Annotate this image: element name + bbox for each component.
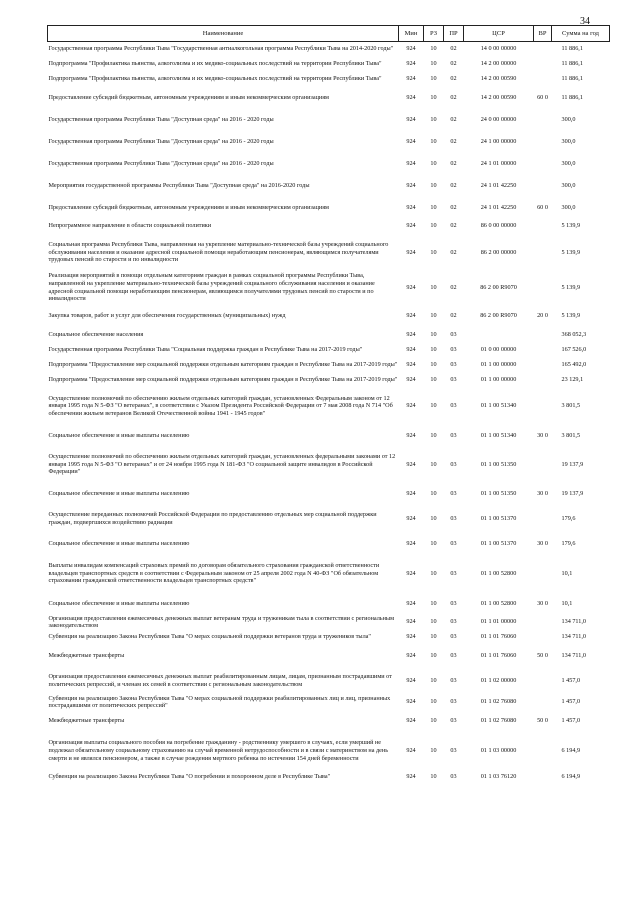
cell-rz: 10 (430, 633, 437, 641)
cell-sum: 5 139,9 (561, 283, 581, 291)
cell-vr: 50 0 (537, 716, 548, 724)
cell-name: Социальное обеспечение населения (48, 331, 144, 339)
header-min: Мин (399, 26, 424, 42)
cell-pr: 02 (450, 311, 457, 319)
cell-min: 924 (406, 376, 416, 384)
table-row (48, 667, 610, 695)
cell-min: 924 (406, 346, 416, 354)
cell-rz: 10 (430, 346, 437, 354)
cell-pr: 03 (450, 376, 457, 384)
cell-min: 924 (406, 93, 416, 101)
cell-rz: 10 (430, 698, 437, 706)
header-name: Наименование (48, 26, 399, 42)
table-row (48, 533, 610, 555)
cell-rz: 10 (430, 569, 437, 577)
cell-vr: 60 0 (537, 203, 548, 211)
cell-rz: 10 (430, 137, 437, 145)
cell-vr (534, 615, 552, 630)
cell-sum: 11 886,1 (561, 60, 583, 68)
cell-min: 924 (406, 311, 416, 319)
cell-vr: 30 0 (537, 599, 548, 607)
cell-name: Осуществление полномочий по обеспечению жильем отдельных категорий граждан, установленных федеральными законами от 12 января 1995 года N 5-ФЗ "О ветеранах" и от 24 ноября 1995 года N 181-ФЗ "О социальной защите инвалидов в Российской Федерации" (48, 453, 396, 476)
cell-rz: 10 (430, 514, 437, 522)
table-row (48, 343, 610, 358)
cell-pr: 02 (450, 159, 457, 167)
cell-pr: 02 (450, 203, 457, 211)
cell-sum: 368 052,3 (561, 331, 587, 339)
cell-sum: 300,0 (561, 181, 576, 189)
cell-pr: 03 (450, 539, 457, 547)
cell-min: 924 (406, 539, 416, 547)
table-row (48, 153, 610, 175)
table-row (48, 593, 610, 615)
table-row (48, 304, 610, 328)
cell-csr: 01 1 01 00000 (480, 618, 517, 626)
cell-rz: 10 (430, 489, 437, 497)
cell-rz: 10 (430, 716, 437, 724)
cell-vr: 60 0 (537, 93, 548, 101)
cell-sum: 134 711,0 (561, 618, 587, 626)
cell-vr: 30 0 (537, 489, 548, 497)
cell-rz: 10 (430, 539, 437, 547)
table-row (48, 109, 610, 131)
cell-csr: 01 1 02 76080 (480, 698, 517, 706)
table-row (48, 272, 610, 304)
table-row (48, 197, 610, 219)
cell-sum: 6 194,9 (561, 773, 581, 781)
cell-sum: 10,1 (561, 569, 573, 577)
cell-pr: 02 (450, 115, 457, 123)
cell-sum: 300,0 (561, 137, 576, 145)
cell-vr (534, 373, 552, 388)
cell-csr: 24 1 01 42250 (480, 203, 517, 211)
cell-pr: 03 (450, 746, 457, 754)
cell-rz: 10 (430, 45, 437, 53)
cell-csr: 14 2 00 00000 (480, 60, 517, 68)
cell-sum: 19 137,9 (561, 460, 584, 468)
cell-pr: 03 (450, 331, 457, 339)
cell-vr (534, 175, 552, 197)
cell-csr (464, 328, 534, 343)
cell-rz: 10 (430, 159, 437, 167)
cell-pr: 03 (450, 489, 457, 497)
cell-vr (534, 153, 552, 175)
cell-min: 924 (406, 618, 416, 626)
cell-min: 924 (406, 431, 416, 439)
cell-vr (534, 72, 552, 87)
cell-sum: 1 457,0 (561, 716, 581, 724)
cell-name: Непрограммное направление в области социальной политики (48, 222, 212, 230)
cell-pr: 02 (450, 222, 457, 230)
cell-rz: 10 (430, 746, 437, 754)
table-row (48, 615, 610, 630)
cell-vr: 30 0 (537, 431, 548, 439)
cell-vr (534, 57, 552, 72)
cell-min: 924 (406, 489, 416, 497)
cell-name: Подпрограмма "Предоставление мер социальной поддержки отдельным категориям граждан в Республике Тыва на 2017-2019 годы" (48, 376, 398, 384)
cell-sum: 134 711,0 (561, 651, 587, 659)
cell-sum: 165 492,0 (561, 361, 587, 369)
cell-name: Государственная программа Республики Тыва "Государственная антиалкогольная программа Республики Тыва на 2014-2020 годы" (48, 45, 394, 53)
cell-vr (534, 358, 552, 373)
cell-vr (534, 219, 552, 234)
cell-vr (534, 505, 552, 533)
cell-name: Социальное обеспечение и иные выплаты населению (48, 431, 190, 439)
cell-sum: 3 801,5 (561, 402, 581, 410)
cell-pr: 02 (450, 137, 457, 145)
cell-sum: 1 457,0 (561, 698, 581, 706)
cell-sum: 3 801,5 (561, 431, 581, 439)
table-row (48, 695, 610, 710)
cell-rz: 10 (430, 248, 437, 256)
table-row (48, 645, 610, 667)
cell-csr: 01 1 02 76080 (480, 716, 517, 724)
cell-name: Закупка товаров, работ и услуг для обеспечения государственных (муниципальных) нужд (48, 311, 286, 319)
cell-min: 924 (406, 773, 416, 781)
cell-name: Осуществление полномочий по обеспечению жильем отдельных категорий граждан, установленных Федеральным законом от 12 января 1995 года N 5-ФЗ "О ветеранах", в соответствии с Указом Президента Российской Федерации от 7 мая 2008 года N 714 "Об обеспечении жильем ветеранов Великой Отечественной войны 1941 - 1945 годов" (48, 394, 393, 417)
cell-sum: 6 194,9 (561, 746, 581, 754)
cell-vr (534, 770, 552, 785)
page-number: 34 (580, 16, 590, 27)
cell-min: 924 (406, 115, 416, 123)
cell-csr: 01 1 00 52800 (480, 569, 517, 577)
cell-sum: 1 457,0 (561, 676, 581, 684)
cell-csr: 01 1 00 00000 (480, 361, 517, 369)
cell-name: Государственная программа Республики Тыва "Доступная среда" на 2016 - 2020 годы (48, 137, 274, 145)
cell-pr: 03 (450, 361, 457, 369)
table-row (48, 175, 610, 197)
cell-pr: 03 (450, 633, 457, 641)
cell-rz: 10 (430, 331, 437, 339)
table-header-row (48, 26, 610, 42)
table-row (48, 328, 610, 343)
cell-rz: 10 (430, 60, 437, 68)
cell-sum: 167 526,0 (561, 346, 587, 354)
cell-csr: 01 1 03 76120 (480, 773, 517, 781)
cell-csr: 86 2 00 R9070 (480, 311, 517, 319)
cell-vr (534, 328, 552, 343)
header-rz: РЗ (424, 26, 444, 42)
cell-pr: 03 (450, 431, 457, 439)
table-body (48, 42, 610, 785)
cell-vr (534, 42, 552, 57)
cell-sum: 300,0 (561, 115, 576, 123)
cell-sum: 10,1 (561, 599, 573, 607)
cell-min: 924 (406, 633, 416, 641)
cell-pr: 03 (450, 346, 457, 354)
cell-sum: 179,6 (561, 539, 576, 547)
cell-min: 924 (406, 746, 416, 754)
cell-pr: 03 (450, 716, 457, 724)
cell-name: Государственная программа Республики Тыва "Доступная среда" на 2016 - 2020 годы (48, 115, 274, 123)
cell-name: Предоставление субсидий бюджетным, автономным учреждениям и иным некоммерческим организациям (48, 93, 329, 101)
cell-csr: 24 1 01 00000 (480, 159, 517, 167)
cell-vr (534, 732, 552, 770)
cell-csr: 01 1 03 00000 (480, 746, 517, 754)
cell-rz: 10 (430, 93, 437, 101)
cell-name: Субвенция на реализацию Закона Республики Тыва "О мерах социальной поддержки реабилитированных лиц и лиц, признанных пострадавшими от политических репрессий" (48, 694, 391, 710)
cell-rz: 10 (430, 222, 437, 230)
table-row (48, 770, 610, 785)
cell-min: 924 (406, 569, 416, 577)
table-row (48, 732, 610, 770)
table-row (48, 425, 610, 447)
cell-sum: 5 139,9 (561, 222, 581, 230)
cell-csr: 14 2 00 00590 (480, 75, 517, 83)
cell-rz: 10 (430, 676, 437, 684)
cell-csr: 01 1 00 51370 (480, 539, 517, 547)
cell-sum: 5 139,9 (561, 248, 581, 256)
cell-sum: 11 886,1 (561, 45, 583, 53)
cell-csr: 01 1 01 76060 (480, 651, 517, 659)
cell-csr: 01 1 00 51350 (480, 460, 517, 468)
cell-name: Социальное обеспечение и иные выплаты населению (48, 599, 190, 607)
cell-name: Государственная программа Республики Тыва "Доступная среда" на 2016 - 2020 годы (48, 159, 274, 167)
cell-pr: 02 (450, 248, 457, 256)
cell-sum: 300,0 (561, 159, 576, 167)
cell-min: 924 (406, 222, 416, 230)
cell-sum: 11 886,1 (561, 93, 583, 101)
table-row (48, 219, 610, 234)
budget-table (47, 25, 610, 785)
cell-min: 924 (406, 361, 416, 369)
cell-min: 924 (406, 402, 416, 410)
cell-vr: 50 0 (537, 651, 548, 659)
cell-csr: 01 1 01 76060 (480, 633, 517, 641)
table-row (48, 87, 610, 109)
cell-pr: 02 (450, 60, 457, 68)
cell-min: 924 (406, 514, 416, 522)
cell-name: Выплаты инвалидам компенсаций страховых премий по договорам обязательного страхования гражданской ответственности владельцев транспортных средств в соответствии с Федеральным законом от 25 апреля 2002 года N 40-ФЗ "Об обязательном страховании гражданской ответственности владельцев транспортных средств" (48, 562, 380, 585)
cell-pr: 03 (450, 514, 457, 522)
table-row (48, 388, 610, 425)
cell-min: 924 (406, 45, 416, 53)
cell-pr: 03 (450, 460, 457, 468)
cell-csr: 86 2 00 R9070 (480, 283, 517, 291)
table-row (48, 72, 610, 87)
cell-sum: 23 129,1 (561, 376, 584, 384)
cell-name: Организация предоставления ежемесячных денежных выплат ветеранам труда и труженикам тыла в соответствии с региональным законодательством (48, 614, 394, 630)
cell-rz: 10 (430, 311, 437, 319)
cell-pr: 03 (450, 618, 457, 626)
cell-vr (534, 667, 552, 695)
table-row (48, 358, 610, 373)
header-csr: ЦСР (464, 26, 534, 42)
cell-min: 924 (406, 75, 416, 83)
cell-rz: 10 (430, 203, 437, 211)
table-row (48, 373, 610, 388)
cell-name: Социальная программа Республики Тыва, направленная на укрепление материально-технической базы учреждений социального обслуживания населения и оказание адресной социальной помощи неработающим пенсионерам, являющимся получателями трудовых пенсий по старости и по инвалидности (48, 241, 389, 264)
table-row (48, 555, 610, 593)
table-row (48, 447, 610, 483)
table-row (48, 131, 610, 153)
cell-csr: 01 1 02 00000 (480, 676, 517, 684)
cell-name: Субвенция на реализацию Закона Республики Тыва "О погребении и похоронном деле в Республике Тыва" (48, 773, 331, 781)
cell-name: Субвенция на реализацию Закона Республики Тыва "О мерах социальной поддержки ветеранов труда и тружеников тыла" (48, 633, 371, 641)
cell-vr (534, 555, 552, 593)
cell-pr: 03 (450, 599, 457, 607)
cell-pr: 02 (450, 75, 457, 83)
table-row (48, 630, 610, 645)
cell-name: Мероприятия государственной программы Республики Тыва "Доступная среда" на 2016-2020 годы (48, 181, 310, 189)
cell-min: 924 (406, 676, 416, 684)
cell-vr (534, 343, 552, 358)
cell-vr: 20 0 (537, 311, 548, 319)
cell-pr: 02 (450, 181, 457, 189)
cell-rz: 10 (430, 651, 437, 659)
table-row (48, 710, 610, 732)
cell-rz: 10 (430, 115, 437, 123)
cell-name: Подпрограмма "Профилактика пьянства, алкоголизма и их медико-социальных последствий на территории Республики Тыва" (48, 75, 382, 83)
cell-min: 924 (406, 331, 416, 339)
cell-csr: 01 1 00 51370 (480, 514, 517, 522)
cell-name: Подпрограмма "Предоставление мер социальной поддержки отдельным категориям граждан в Республике Тыва на 2017-2019 годы" (48, 361, 398, 369)
cell-csr: 01 1 00 51340 (480, 402, 517, 410)
cell-csr: 01 1 00 00000 (480, 376, 517, 384)
cell-rz: 10 (430, 431, 437, 439)
cell-name: Межбюджетные трансферты (48, 651, 125, 659)
cell-name: Социальное обеспечение и иные выплаты населению (48, 489, 190, 497)
cell-csr: 14 0 00 00000 (480, 45, 517, 53)
cell-min: 924 (406, 159, 416, 167)
cell-rz: 10 (430, 181, 437, 189)
cell-sum: 11 886,1 (561, 75, 583, 83)
cell-rz: 10 (430, 283, 437, 291)
header-vr: ВР (534, 26, 552, 42)
cell-rz: 10 (430, 361, 437, 369)
cell-name: Государственная программа Республики Тыва "Социальная поддержка граждан в Республике Тыва на 2017-2019 годы" (48, 346, 363, 354)
cell-rz: 10 (430, 618, 437, 626)
cell-sum: 134 711,0 (561, 633, 587, 641)
cell-min: 924 (406, 651, 416, 659)
cell-csr: 86 2 00 00000 (480, 248, 517, 256)
cell-sum: 179,6 (561, 514, 576, 522)
cell-pr: 03 (450, 676, 457, 684)
table-row (48, 234, 610, 272)
cell-vr: 30 0 (537, 539, 548, 547)
cell-min: 924 (406, 283, 416, 291)
table-row (48, 42, 610, 57)
cell-name: Осуществление переданных полномочий Российской Федерации по предоставлению отдельных мер социальной поддержки граждан, подвергшихся воздействию радиации (48, 510, 377, 526)
cell-vr (534, 388, 552, 425)
cell-rz: 10 (430, 460, 437, 468)
cell-name: Предоставление субсидий бюджетным, автономным учреждениям и иным некоммерческим организациям (48, 203, 329, 211)
table-row (48, 483, 610, 505)
cell-pr: 03 (450, 651, 457, 659)
cell-csr: 01 0 00 00000 (480, 346, 517, 354)
cell-name: Межбюджетные трансферты (48, 716, 125, 724)
cell-min: 924 (406, 716, 416, 724)
cell-csr: 01 1 00 52800 (480, 599, 517, 607)
cell-pr: 03 (450, 402, 457, 410)
table-row (48, 505, 610, 533)
cell-name: Социальное обеспечение и иные выплаты населению (48, 539, 190, 547)
cell-name: Подпрограмма "Профилактика пьянства, алкоголизма и их медико-социальных последствий на территории Республики Тыва" (48, 60, 382, 68)
cell-rz: 10 (430, 773, 437, 781)
cell-min: 924 (406, 137, 416, 145)
cell-pr: 03 (450, 569, 457, 577)
cell-vr (534, 131, 552, 153)
header-sum: Сумма на год (552, 26, 610, 42)
cell-csr: 24 1 01 42250 (480, 181, 517, 189)
cell-vr (534, 109, 552, 131)
cell-name: Реализация мероприятий в помощи отдельным категориям граждан в рамках социальной программы Республики Тыва, направленной на укрепление материально-технической базы учреждений социального обслуживания населения и оказание адресной социальной помощи неработающим пенсионерам, являющимся получателями трудовых пенсий по старости и по инвалидности (48, 272, 375, 303)
cell-vr (534, 234, 552, 272)
cell-csr: 14 2 00 00590 (480, 93, 517, 101)
cell-csr: 24 1 00 00000 (480, 137, 517, 145)
cell-csr: 01 1 00 51350 (480, 489, 517, 497)
header-pr: ПР (444, 26, 464, 42)
cell-csr: 01 1 00 51340 (480, 431, 517, 439)
cell-csr: 86 0 00 00000 (480, 222, 517, 230)
cell-rz: 10 (430, 402, 437, 410)
cell-pr: 02 (450, 93, 457, 101)
cell-pr: 02 (450, 283, 457, 291)
table-row (48, 57, 610, 72)
cell-min: 924 (406, 698, 416, 706)
cell-min: 924 (406, 248, 416, 256)
cell-csr: 24 0 00 00000 (480, 115, 517, 123)
cell-pr: 03 (450, 773, 457, 781)
cell-min: 924 (406, 60, 416, 68)
cell-vr (534, 630, 552, 645)
cell-rz: 10 (430, 376, 437, 384)
cell-min: 924 (406, 460, 416, 468)
cell-name: Организация предоставления ежемесячных денежных выплат реабилитированным лицам, лицам, признанным пострадавшими от политических репрессий, и членам их семей в соответствии с региональным законодательством (48, 673, 392, 688)
cell-min: 924 (406, 181, 416, 189)
cell-vr (534, 272, 552, 304)
cell-vr (534, 695, 552, 710)
cell-name: Организация выплаты социального пособия на погребение гражданину - родственнику умершего в случаях, если умерший не подлежал обязательному социальному страхованию на случай временной нетрудоспособности и в связи с материнством на день смерти и не являлся пенсионером, а также в случае рождения мертвого ребенка по истечении 154 дней беременности (48, 739, 389, 762)
cell-pr: 02 (450, 45, 457, 53)
cell-sum: 5 139,9 (561, 311, 581, 319)
cell-min: 924 (406, 203, 416, 211)
cell-sum: 19 137,9 (561, 489, 584, 497)
cell-vr (534, 447, 552, 483)
cell-sum: 300,0 (561, 203, 576, 211)
cell-rz: 10 (430, 75, 437, 83)
cell-pr: 03 (450, 698, 457, 706)
cell-min: 924 (406, 599, 416, 607)
cell-rz: 10 (430, 599, 437, 607)
